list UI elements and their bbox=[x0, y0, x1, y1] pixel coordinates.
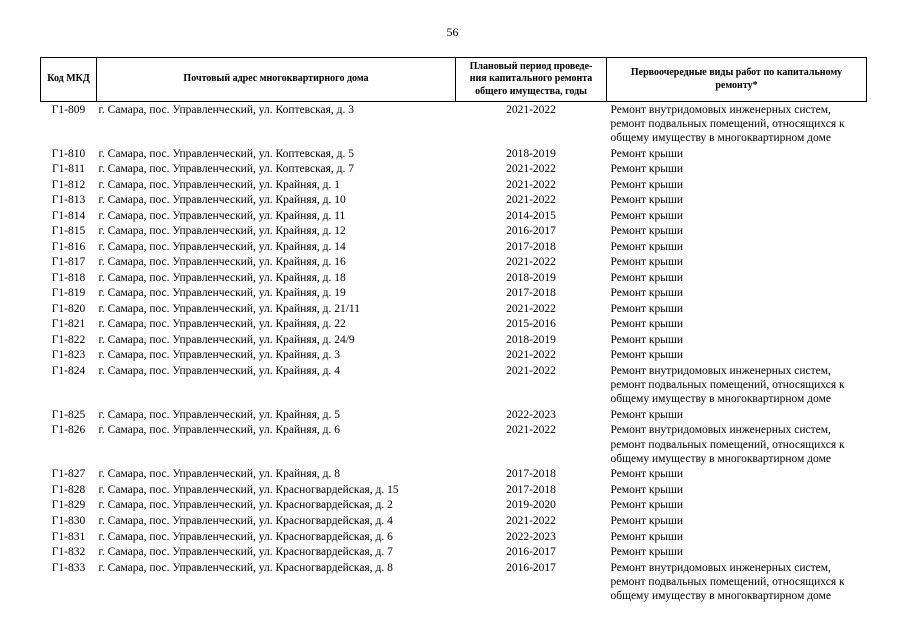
table-row bbox=[41, 270, 867, 286]
cell-code: Г1-824 bbox=[51, 365, 86, 378]
cell-address: г. Самара, пос. Управленческий, ул. Крайняя, д. 21/11 bbox=[98, 302, 361, 315]
cell-period: 2022-2023 bbox=[506, 530, 556, 543]
cell-works: Ремонт крыши bbox=[610, 178, 684, 191]
cell-period: 2016-2017 bbox=[506, 225, 556, 238]
table-row bbox=[41, 146, 867, 162]
cell-period: 2021-2022 bbox=[506, 515, 556, 528]
cell-code: Г1-819 bbox=[51, 287, 86, 300]
cell-address: г. Самара, пос. Управленческий, ул. Крайняя, д. 16 bbox=[98, 256, 346, 269]
cell-code: Г1-813 bbox=[51, 194, 86, 207]
table-row bbox=[41, 193, 867, 209]
cell-address: г. Самара, пос. Управленческий, ул. Красногвардейская, д. 7 bbox=[98, 546, 393, 559]
cell-address: г. Самара, пос. Управленческий, ул. Крайняя, д. 12 bbox=[98, 225, 346, 238]
cell-period: 2017-2018 bbox=[506, 240, 556, 253]
cell-period: 2015-2016 bbox=[506, 318, 556, 331]
cell-period: 2021-2022 bbox=[506, 103, 556, 116]
cell-address: г. Самара, пос. Управленческий, ул. Коптевская, д. 5 bbox=[98, 147, 354, 160]
table-row bbox=[41, 348, 867, 364]
cell-code: Г1-810 bbox=[51, 147, 86, 160]
cell-code: Г1-823 bbox=[51, 349, 86, 362]
table-row bbox=[41, 208, 867, 224]
cell-code: Г1-829 bbox=[51, 499, 86, 512]
cell-period: 2019-2020 bbox=[506, 499, 556, 512]
cell-address: г. Самара, пос. Управленческий, ул. Крайняя, д. 10 bbox=[98, 194, 346, 207]
table-row bbox=[41, 467, 867, 483]
cell-works: Ремонт внутридомовых инженерных систем, ремонт подвальных помещений, относящихся к общему имуществу в многоквартирном доме bbox=[610, 365, 845, 406]
cell-code: Г1-814 bbox=[51, 209, 86, 222]
cell-period: 2022-2023 bbox=[506, 408, 556, 421]
cell-period: 2018-2019 bbox=[506, 333, 556, 346]
table-header-row bbox=[41, 58, 867, 102]
cell-period: 2016-2017 bbox=[506, 561, 556, 574]
cell-address: г. Самара, пос. Управленческий, ул. Красногвардейская, д. 2 bbox=[98, 499, 393, 512]
cell-period: 2021-2022 bbox=[506, 349, 556, 362]
cell-code: Г1-815 bbox=[51, 225, 86, 238]
cell-works: Ремонт крыши bbox=[610, 147, 684, 160]
cell-works: Ремонт внутридомовых инженерных систем, ремонт подвальных помещений, относящихся к общему имуществу в многоквартирном доме bbox=[610, 561, 845, 603]
table-row bbox=[41, 407, 867, 423]
cell-works: Ремонт крыши bbox=[610, 163, 684, 176]
cell-code: Г1-825 bbox=[51, 408, 86, 421]
cell-works: Ремонт крыши bbox=[610, 483, 684, 496]
cell-address: г. Самара, пос. Управленческий, ул. Красногвардейская, д. 6 bbox=[98, 530, 393, 543]
table-row bbox=[41, 544, 867, 560]
cell-period: 2014-2015 bbox=[506, 209, 556, 222]
cell-code: Г1-811 bbox=[51, 163, 86, 176]
table-row bbox=[41, 255, 867, 271]
cell-works: Ремонт крыши bbox=[610, 530, 684, 543]
cell-address: г. Самара, пос. Управленческий, ул. Крайняя, д. 3 bbox=[98, 349, 340, 362]
cell-address: г. Самара, пос. Управленческий, ул. Крайняя, д. 5 bbox=[98, 408, 340, 421]
cell-works: Ремонт крыши bbox=[610, 333, 684, 346]
cell-address: г. Самара, пос. Управленческий, ул. Крайняя, д. 19 bbox=[98, 287, 346, 300]
table-row bbox=[41, 560, 867, 604]
cell-works: Ремонт крыши bbox=[610, 302, 684, 315]
table-row bbox=[41, 161, 867, 177]
table-row bbox=[41, 301, 867, 317]
table-row bbox=[41, 286, 867, 302]
cell-period: 2021-2022 bbox=[506, 178, 556, 191]
cell-works: Ремонт крыши bbox=[610, 256, 684, 269]
table-row bbox=[41, 224, 867, 240]
cell-period: 2021-2022 bbox=[506, 424, 556, 437]
cell-period: 2021-2022 bbox=[506, 256, 556, 269]
cell-code: Г1-821 bbox=[51, 318, 86, 331]
cell-works: Ремонт крыши bbox=[610, 515, 684, 528]
header-works: Первоочередные виды работ по капитальному ремонту* bbox=[607, 58, 867, 102]
cell-period: 2016-2017 bbox=[506, 546, 556, 559]
cell-period: 2017-2018 bbox=[506, 483, 556, 496]
table-row bbox=[41, 363, 867, 407]
cell-address: г. Самара, пос. Управленческий, ул. Крайняя, д. 14 bbox=[98, 240, 346, 253]
cell-period: 2021-2022 bbox=[506, 163, 556, 176]
cell-code: Г1-816 bbox=[51, 240, 86, 253]
cell-code: Г1-820 bbox=[51, 302, 86, 315]
cell-code: Г1-826 bbox=[51, 424, 86, 437]
cell-address: г. Самара, пос. Управленческий, ул. Крайняя, д. 6 bbox=[98, 424, 340, 437]
cell-period: 2021-2022 bbox=[506, 302, 556, 315]
cell-works: Ремонт крыши bbox=[610, 499, 684, 512]
cell-address: г. Самара, пос. Управленческий, ул. Крайняя, д. 8 bbox=[98, 468, 340, 481]
table-row bbox=[41, 513, 867, 529]
header-period: Плановый период проведе- ния капитального ремонта общего имущества, годы bbox=[456, 58, 607, 102]
table-row bbox=[41, 102, 867, 146]
cell-works: Ремонт внутридомовых инженерных систем, ремонт подвальных помещений, относящихся к общему имуществу в многоквартирном доме bbox=[610, 424, 845, 465]
cell-works: Ремонт внутридомовых инженерных систем, ремонт подвальных помещений, относящихся к общему имуществу в многоквартирном доме bbox=[610, 103, 845, 145]
cell-address: г. Самара, пос. Управленческий, ул. Коптевская, д. 7 bbox=[98, 163, 354, 176]
cell-code: Г1-830 bbox=[51, 515, 86, 528]
cell-code: Г1-818 bbox=[51, 271, 86, 284]
cell-address: г. Самара, пос. Управленческий, ул. Крайняя, д. 1 bbox=[98, 178, 340, 191]
cell-code: Г1-827 bbox=[51, 468, 86, 481]
cell-works: Ремонт крыши bbox=[610, 349, 684, 362]
cell-works: Ремонт крыши bbox=[610, 546, 684, 559]
cell-works: Ремонт крыши bbox=[610, 271, 684, 284]
table-body bbox=[41, 102, 867, 604]
cell-code: Г1-812 bbox=[51, 178, 86, 191]
table-row bbox=[41, 423, 867, 467]
cell-period: 2018-2019 bbox=[506, 147, 556, 160]
cell-works: Ремонт крыши bbox=[610, 408, 684, 421]
cell-works: Ремонт крыши bbox=[610, 468, 684, 481]
cell-code: Г1-822 bbox=[51, 333, 86, 346]
cell-address: г. Самара, пос. Управленческий, ул. Крайняя, д. 18 bbox=[98, 271, 346, 284]
header-address: Почтовый адрес многоквартирного дома bbox=[97, 58, 456, 102]
cell-period: 2021-2022 bbox=[506, 365, 556, 378]
cell-address: г. Самара, пос. Управленческий, ул. Крайняя, д. 11 bbox=[98, 209, 346, 222]
table-row bbox=[41, 177, 867, 193]
cell-code: Г1-833 bbox=[51, 561, 86, 574]
table-row bbox=[41, 239, 867, 255]
table-row bbox=[41, 529, 867, 545]
cell-period: 2021-2022 bbox=[506, 194, 556, 207]
table-row bbox=[41, 332, 867, 348]
cell-works: Ремонт крыши bbox=[610, 318, 684, 331]
header-code: Код МКД bbox=[41, 58, 97, 102]
cell-address: г. Самара, пос. Управленческий, ул. Красногвардейская, д. 4 bbox=[98, 515, 393, 528]
cell-period: 2017-2018 bbox=[506, 468, 556, 481]
cell-code: Г1-832 bbox=[51, 546, 86, 559]
cell-address: г. Самара, пос. Управленческий, ул. Красногвардейская, д. 8 bbox=[98, 561, 393, 574]
cell-period: 2018-2019 bbox=[506, 271, 556, 284]
table-row bbox=[41, 317, 867, 333]
cell-address: г. Самара, пос. Управленческий, ул. Коптевская, д. 3 bbox=[98, 103, 354, 116]
cell-period: 2017-2018 bbox=[506, 287, 556, 300]
cell-address: г. Самара, пос. Управленческий, ул. Крайняя, д. 4 bbox=[98, 365, 340, 378]
cell-address: г. Самара, пос. Управленческий, ул. Красногвардейская, д. 15 bbox=[98, 483, 399, 496]
page-number: 56 bbox=[446, 25, 459, 39]
cell-code: Г1-809 bbox=[51, 103, 86, 116]
cell-works: Ремонт крыши bbox=[610, 225, 684, 238]
cell-code: Г1-831 bbox=[51, 530, 86, 543]
cell-address: г. Самара, пос. Управленческий, ул. Крайняя, д. 24/9 bbox=[98, 333, 355, 346]
cell-address: г. Самара, пос. Управленческий, ул. Крайняя, д. 22 bbox=[98, 318, 346, 331]
repair-schedule-table bbox=[40, 57, 867, 604]
table-header bbox=[41, 58, 867, 102]
cell-code: Г1-828 bbox=[51, 483, 86, 496]
table-row bbox=[41, 498, 867, 514]
cell-works: Ремонт крыши bbox=[610, 287, 684, 300]
table-row bbox=[41, 482, 867, 498]
cell-works: Ремонт крыши bbox=[610, 194, 684, 207]
cell-code: Г1-817 bbox=[51, 256, 86, 269]
cell-works: Ремонт крыши bbox=[610, 240, 684, 253]
cell-works: Ремонт крыши bbox=[610, 209, 684, 222]
